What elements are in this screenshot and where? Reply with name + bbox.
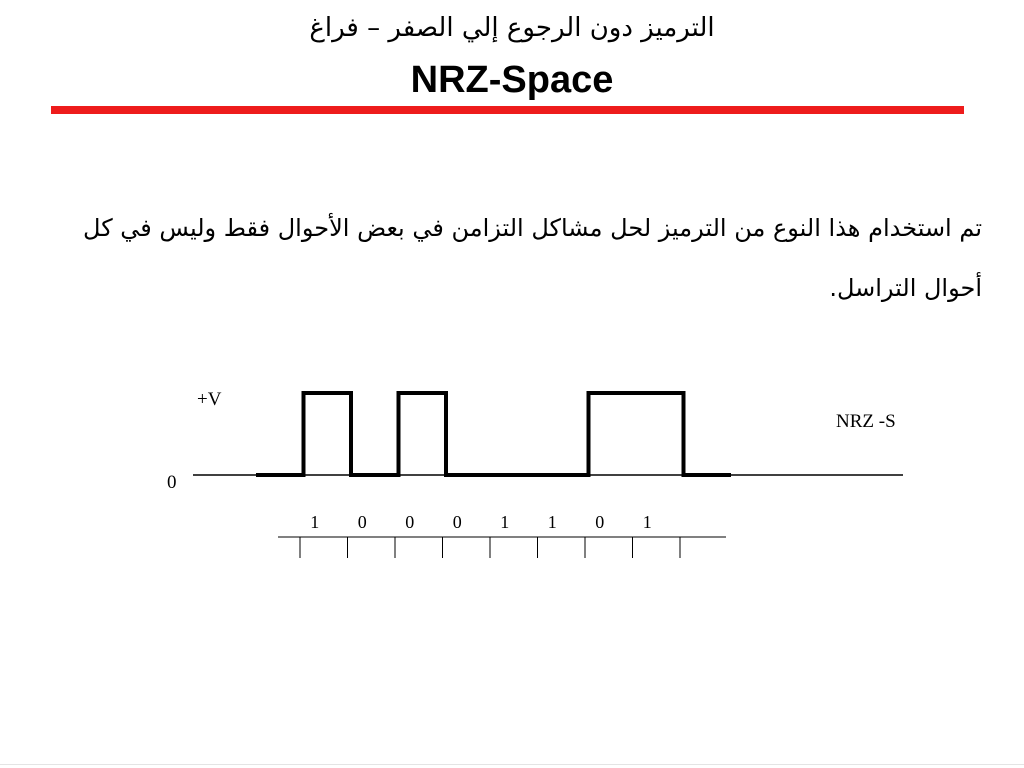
slide-title-english: NRZ-Space (410, 59, 614, 101)
body-line-1: تم استخدام هذا النوع من الترميز لحل مشاكل التزامن في بعض الأحوال فقط وليس في كل (83, 214, 982, 242)
bit-label: 0 (452, 512, 462, 532)
slide-title-arabic: الترميز دون الرجوع إلي الصفر – فراغ (309, 13, 715, 43)
bit-label: 1 (500, 512, 510, 532)
bit-label: 1 (642, 512, 652, 532)
bit-label: 0 (595, 512, 605, 532)
footer-line (0, 764, 1024, 765)
encoding-label: NRZ -S (836, 411, 896, 432)
bit-ticks (300, 537, 680, 558)
zero-level-label: 0 (167, 472, 177, 493)
plus-v-label: +V (197, 389, 222, 410)
bit-label: 1 (310, 512, 320, 532)
bit-label: 0 (405, 512, 415, 532)
nrz-s-signal (256, 393, 731, 475)
body-line-2: أحوال التراسل. (829, 274, 982, 302)
bit-label: 0 (357, 512, 367, 532)
bit-label: 1 (547, 512, 557, 532)
bit-labels (310, 512, 652, 532)
